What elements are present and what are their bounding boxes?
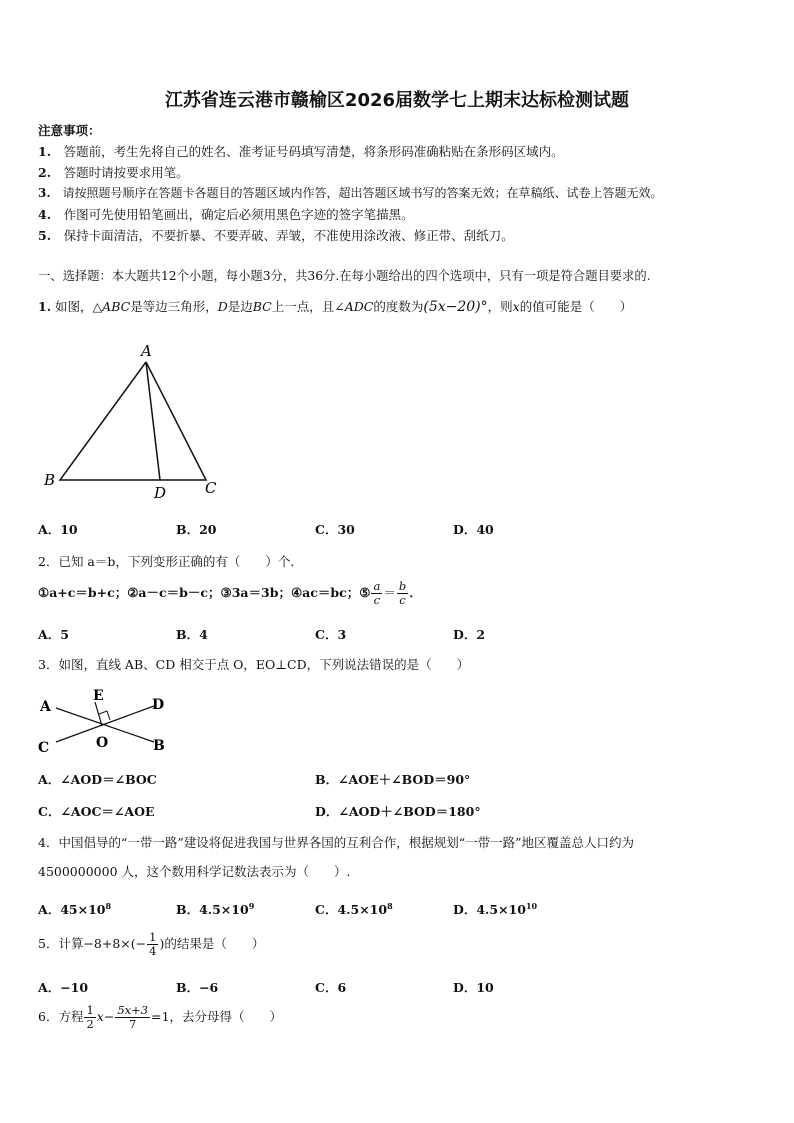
- intersecting-lines-figure: [36, 684, 176, 756]
- triangle-abc: [60, 362, 206, 480]
- q4-option-d[interactable]: D．$4.5\times 10^{10}$: [453, 900, 538, 917]
- vertex-label-c: C: [205, 479, 217, 497]
- right-angle-mark: [99, 711, 110, 720]
- q2-option-c[interactable]: C．3: [315, 627, 347, 642]
- vertex-label-a: A: [141, 342, 152, 360]
- q5-option-b[interactable]: B．−6: [176, 980, 219, 995]
- q1-option-b[interactable]: B．20: [176, 522, 217, 537]
- question-5-stem: 5．计算−8+8×(− $\frac{1}{4}$ )的结果是（ ）: [38, 930, 265, 959]
- question-2-stem: 2．已知 a＝b，下列变形正确的有（ ）个．: [38, 554, 303, 569]
- line-label-d: D: [152, 697, 165, 713]
- question-3-stem: 3．如图，直线 AB、CD 相交于点 O，EO⊥CD，下列说法错误的是（ ）: [38, 657, 470, 672]
- line-label-b: B: [153, 738, 165, 754]
- note-item-2: 2. 答题时请按要求用笔。: [38, 165, 189, 180]
- q3-option-c[interactable]: C．∠AOC＝∠AOE: [38, 804, 155, 819]
- q1-option-d[interactable]: D．40: [453, 522, 494, 537]
- notes-header: 注意事项：: [38, 123, 101, 138]
- q4-option-c[interactable]: C．$4.5\times 10^8$: [315, 900, 393, 917]
- q2-option-b[interactable]: B．4: [176, 627, 208, 642]
- question-2-choices: ①a+c＝b+c；②a－c＝b－c；③3a＝3b；④ac＝bc；⑤ $\frac{a}{c}$ ＝ $\frac{b}{c}$ ．: [38, 579, 422, 608]
- note-item-5: 5. 保持卡面清洁，不要折暴、不要弄破、弄皱，不准使用涂改液、修正带、刮纸刀。: [38, 228, 514, 243]
- q4-option-a[interactable]: A．$45\times 10^8$: [38, 900, 112, 917]
- note-item-3: 3. 请按照题号顺序在答题卡各题目的答题区域内作答，超出答题区域书写的答案无效；在草稿纸、试卷上答题无效。: [38, 186, 663, 200]
- q5-option-d[interactable]: D．10: [453, 980, 494, 995]
- question-6-stem: 6．方程 $\frac{1}{2}$ x− $\frac{5x+3}{7}$ =1，去分母得（ ）: [38, 1003, 283, 1032]
- q5-option-c[interactable]: C．6: [315, 980, 347, 995]
- q1-option-c[interactable]: C．30: [315, 522, 355, 537]
- segment-ad: [146, 362, 160, 480]
- question-4-line-2: 4500000000 人，这个数用科学记数法表示为（ ）.: [38, 864, 351, 879]
- question-1-stem: 1. 如图，△ABC是等边三角形，D是边BC上一点，且∠ADC的度数为(5x−20)°，则x的值可能是（ ）: [38, 299, 633, 315]
- line-label-e: E: [93, 688, 104, 704]
- q2-option-d[interactable]: D．2: [453, 627, 486, 642]
- q3-option-b[interactable]: B．∠AOE＋∠BOD＝90°: [315, 772, 471, 787]
- note-item-1: 1. 答题前，考生先将自己的姓名、准考证号码填写清楚，将条形码准确粘贴在条形码区域内。: [38, 144, 564, 159]
- q5-option-a[interactable]: A．−10: [38, 980, 89, 995]
- q2-option-a[interactable]: A．5: [38, 627, 69, 642]
- q3-option-a[interactable]: A．∠AOD＝∠BOC: [38, 772, 157, 787]
- question-4-line-1: 4．中国倡导的“一带一路”建设将促进我国与世界各国的互利合作，根据规划“一带一路”地区覆盖总人口约为: [38, 835, 635, 850]
- triangle-figure: [38, 340, 228, 505]
- line-label-c: C: [38, 740, 50, 756]
- vertex-label-b: B: [44, 471, 56, 489]
- line-label-a: A: [40, 699, 51, 715]
- point-label-o: O: [96, 735, 109, 751]
- q1-option-a[interactable]: A．10: [38, 522, 78, 537]
- q3-option-d[interactable]: D．∠AOD＋∠BOD＝180°: [315, 804, 481, 819]
- section-heading: 一、选择题：本大题共12个小题，每小题3分，共36分.在每小题给出的四个选项中，只有一项是符合题目要求的.: [38, 269, 651, 283]
- q4-option-b[interactable]: B．$4.5\times 10^9$: [176, 900, 255, 917]
- page-title: 江苏省连云港市赣榆区2026届数学七上期末达标检测试题: [164, 90, 630, 111]
- note-item-4: 4. 作图可先使用铅笔画出，确定后必须用黑色字迹的签字笔描黑。: [38, 207, 414, 222]
- point-label-d: D: [154, 484, 167, 502]
